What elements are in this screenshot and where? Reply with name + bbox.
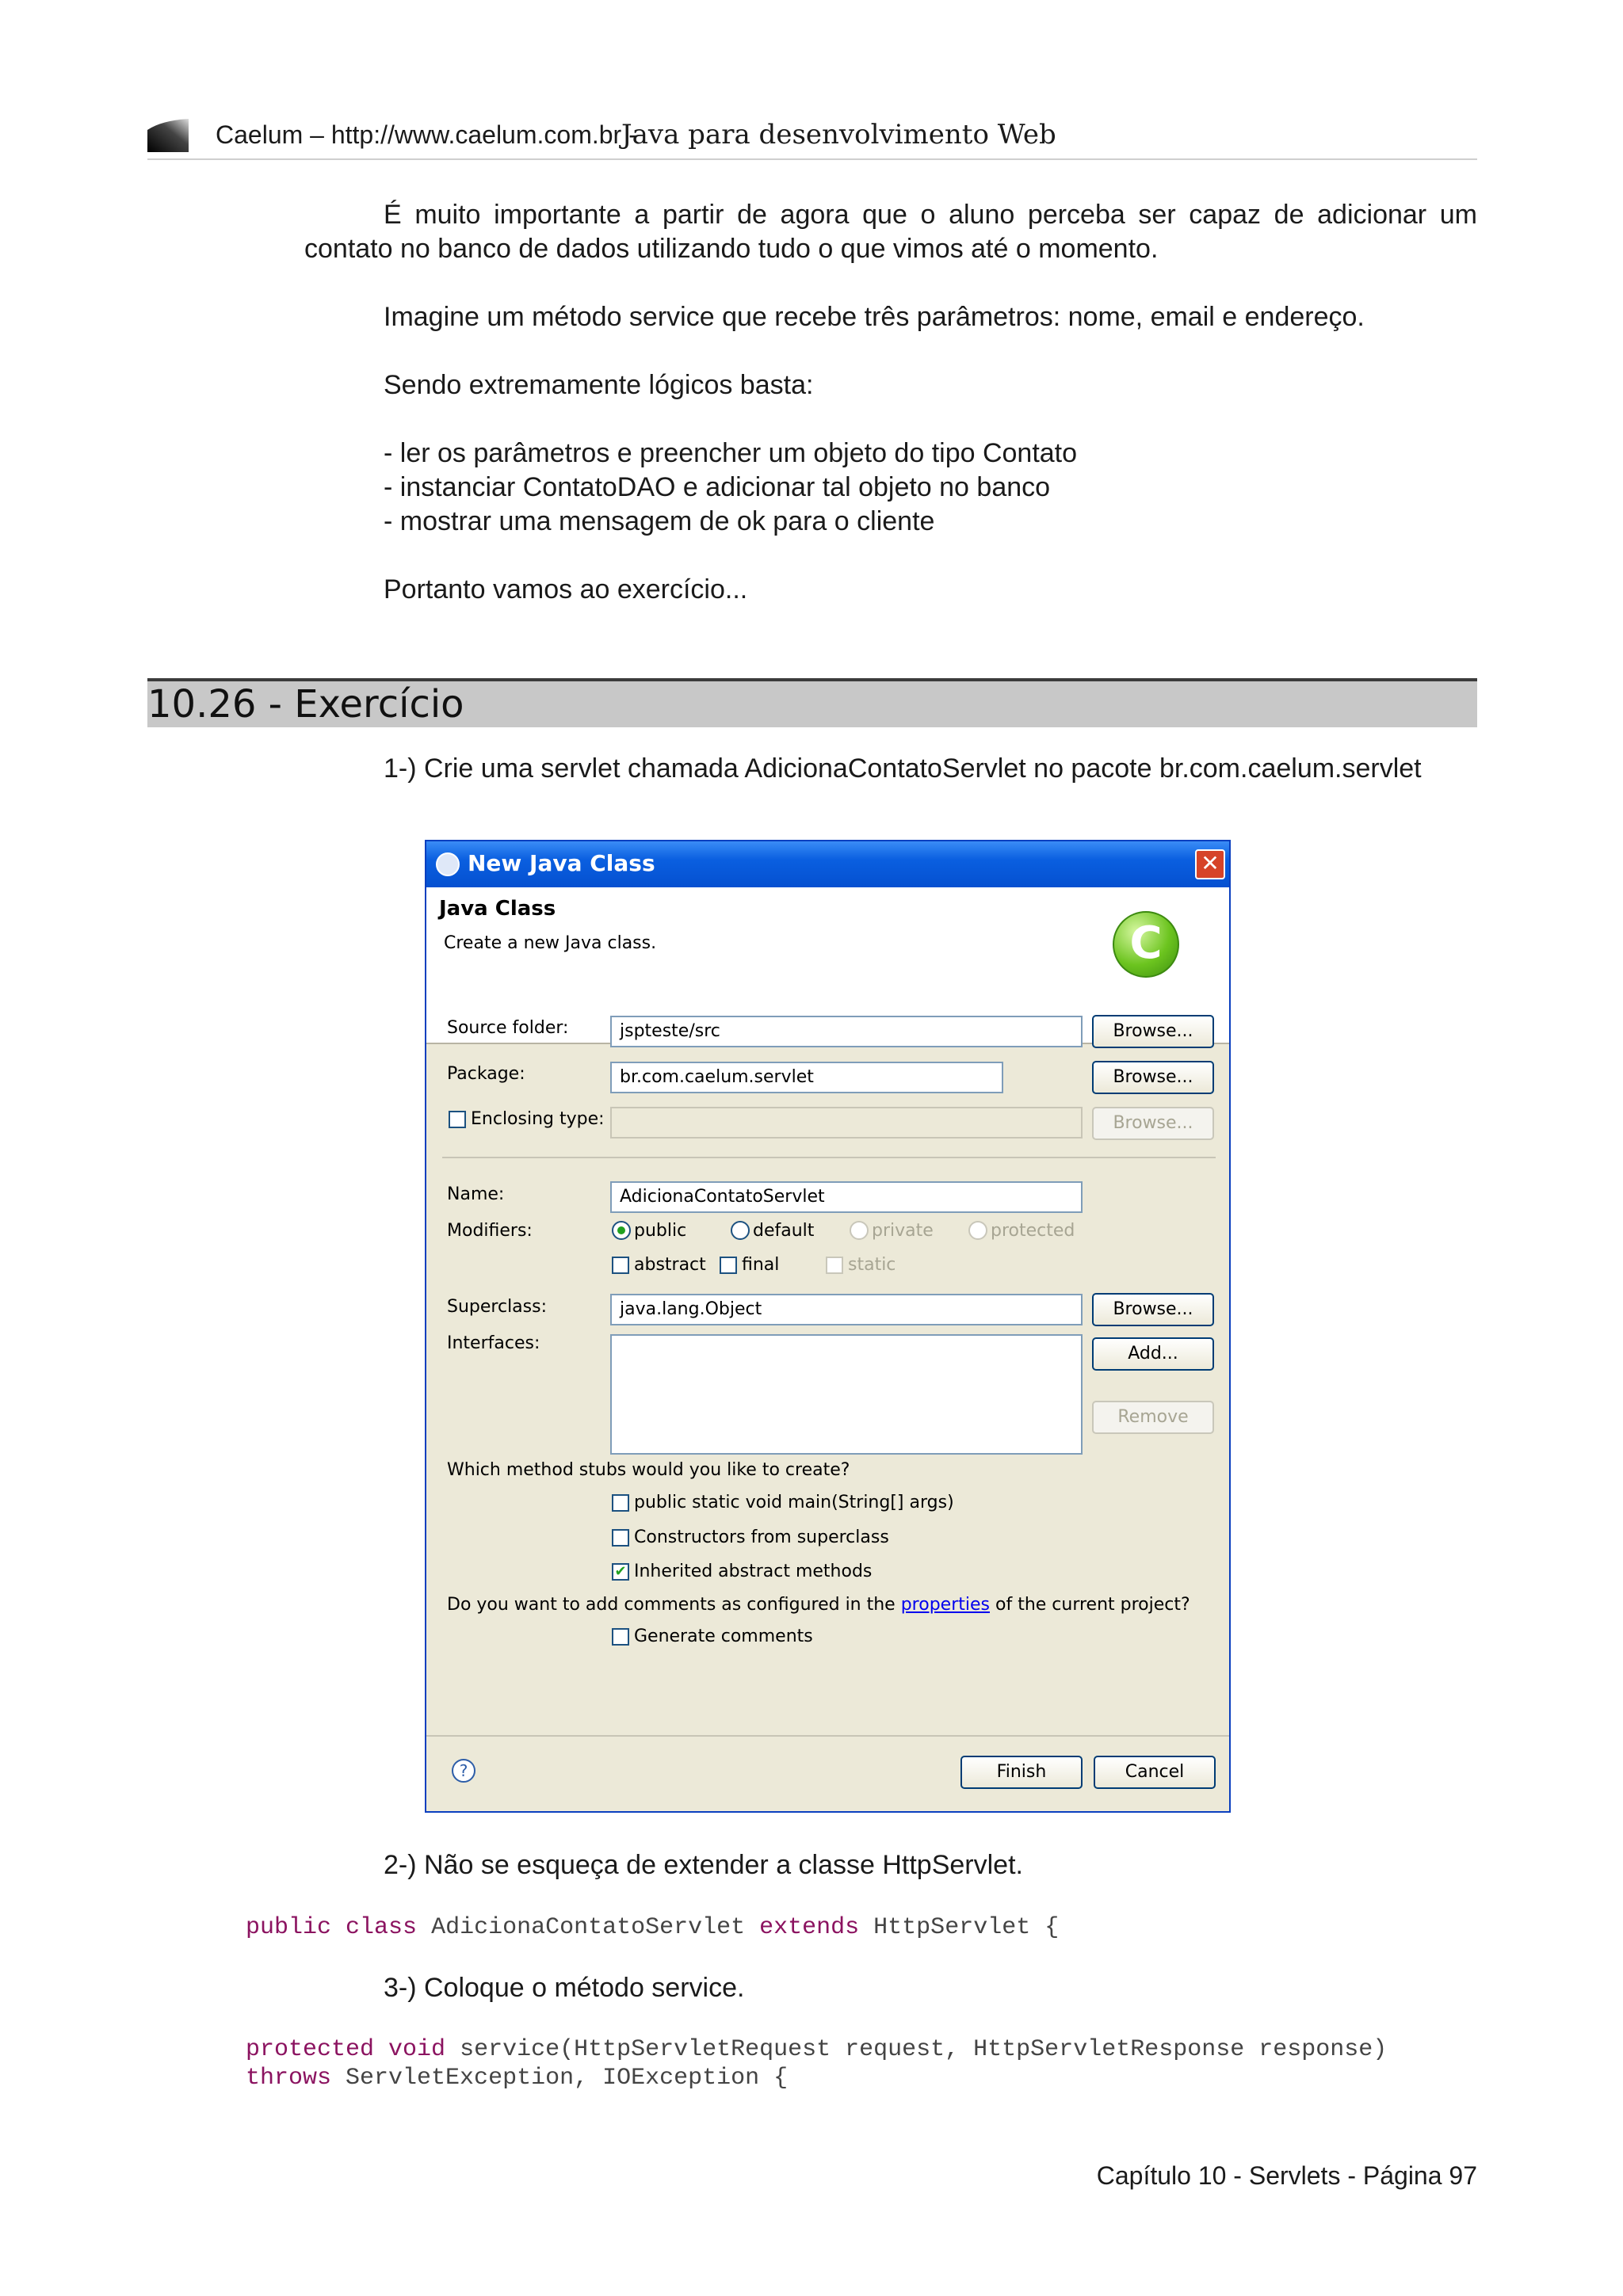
modifier-static-label: static xyxy=(848,1255,896,1275)
separator xyxy=(442,1157,1216,1158)
interfaces-list[interactable] xyxy=(610,1334,1083,1455)
banner-description: Create a new Java class. xyxy=(444,933,657,953)
code-keyword: void xyxy=(388,2036,446,2063)
code-line-1 xyxy=(246,1913,1059,1942)
code-text: AdicionaContatoServlet xyxy=(417,1914,760,1941)
modifiers-label: Modifiers: xyxy=(447,1221,533,1241)
banner-title: Java Class xyxy=(439,897,556,921)
superclass-label: Superclass: xyxy=(447,1297,547,1317)
stub-inherited-label: Inherited abstract methods xyxy=(634,1562,873,1581)
add-interface-button[interactable]: Add... xyxy=(1092,1337,1214,1371)
modifier-private-label: private xyxy=(872,1221,934,1241)
method-stubs-question: Which method stubs would you like to create? xyxy=(447,1460,850,1480)
java-class-icon: C xyxy=(1113,911,1179,978)
header-site: Caelum – http://www.caelum.com.br - xyxy=(216,120,637,149)
step-2: 2-) Não se esqueça de extender a classe HttpServlet. xyxy=(384,1850,1023,1880)
stub-inherited-checkbox[interactable] xyxy=(612,1563,629,1581)
comments-question xyxy=(447,1594,1190,1616)
superclass-browse-button[interactable]: Browse... xyxy=(1092,1293,1214,1326)
dialog-bottom-separator xyxy=(426,1735,1229,1737)
new-java-class-dialog xyxy=(425,840,1231,1813)
remove-interface-button: Remove xyxy=(1092,1401,1214,1434)
code-keyword: extends xyxy=(759,1914,860,1941)
modifier-protected-label: protected xyxy=(991,1221,1075,1241)
intro-paragraph-4: Portanto vamos ao exercício... xyxy=(384,574,748,605)
class-name-input[interactable]: AdicionaContatoServlet xyxy=(610,1181,1083,1213)
enclosing-type-browse-button: Browse... xyxy=(1092,1107,1214,1140)
finish-button[interactable]: Finish xyxy=(960,1756,1083,1789)
enclosing-type-label: Enclosing type: xyxy=(471,1109,605,1129)
enclosing-type-input xyxy=(610,1107,1083,1138)
name-label: Name: xyxy=(447,1184,505,1204)
package-label: Package: xyxy=(447,1064,525,1084)
modifier-private-radio xyxy=(850,1221,869,1240)
intro-paragraph-line2: contato no banco de dados utilizando tudo o que vimos até o momento. xyxy=(304,234,1159,264)
modifier-public-label: public xyxy=(634,1221,687,1241)
dialog-title: New Java Class xyxy=(468,850,655,876)
enclosing-type-checkbox[interactable] xyxy=(449,1111,466,1128)
intro-paragraph-2: Imagine um método service que recebe três parâmetros: nome, email e endereço. xyxy=(384,302,1365,332)
source-folder-label: Source folder: xyxy=(447,1018,569,1038)
modifier-protected-radio xyxy=(968,1221,987,1240)
package-browse-button[interactable]: Browse... xyxy=(1092,1061,1214,1094)
generate-comments-checkbox[interactable] xyxy=(612,1628,629,1646)
header-course-title: Java para desenvolvimento Web xyxy=(621,119,1056,151)
stub-main-label: public static void main(String[] args) xyxy=(634,1493,954,1512)
intro-paragraph-line1: É muito importante a partir de agora que o aluno perceba ser capaz de adicionar um xyxy=(384,200,1477,230)
code-line-2 xyxy=(246,2035,1387,2064)
intro-paragraph-3: Sendo extremamente lógicos basta: xyxy=(384,370,814,400)
list-item: - instanciar ContatoDAO e adicionar tal objeto no banco xyxy=(384,472,1051,502)
modifier-abstract-label: abstract xyxy=(634,1255,706,1275)
eclipse-icon xyxy=(436,852,460,876)
package-input[interactable]: br.com.caelum.servlet xyxy=(610,1062,1003,1093)
generate-comments-label: Generate comments xyxy=(634,1627,813,1646)
cancel-button[interactable]: Cancel xyxy=(1094,1756,1216,1789)
code-text: ServletException, IOException { xyxy=(331,2065,789,2092)
page-footer: Capítulo 10 - Servlets - Página 97 xyxy=(1096,2161,1477,2190)
list-item: - mostrar uma mensagem de ok para o cliente xyxy=(384,506,935,536)
superclass-input[interactable]: java.lang.Object xyxy=(610,1294,1083,1325)
list-item: - ler os parâmetros e preencher um objeto do tipo Contato xyxy=(384,438,1078,468)
modifier-default-radio[interactable] xyxy=(731,1221,750,1240)
modifier-public-radio[interactable] xyxy=(612,1221,631,1240)
code-keyword: protected xyxy=(246,2036,375,2063)
properties-link[interactable]: properties xyxy=(900,1595,990,1615)
stub-constructors-checkbox[interactable] xyxy=(612,1529,629,1547)
code-text: HttpServlet { xyxy=(859,1914,1060,1941)
modifier-final-checkbox[interactable] xyxy=(720,1257,737,1274)
stub-constructors-label: Constructors from superclass xyxy=(634,1527,889,1547)
caelum-logo-icon xyxy=(147,119,189,152)
interfaces-label: Interfaces: xyxy=(447,1333,540,1353)
modifier-final-label: final xyxy=(742,1255,780,1275)
code-line-3 xyxy=(246,2064,788,2092)
comments-question-pre: Do you want to add comments as configured in the xyxy=(447,1595,901,1615)
step-1: 1-) Crie uma servlet chamada AdicionaContatoServlet no pacote br.com.caelum.servlet xyxy=(384,753,1422,784)
help-icon[interactable]: ? xyxy=(452,1759,475,1783)
comments-question-post: of the current project? xyxy=(990,1595,1190,1615)
source-folder-browse-button[interactable]: Browse... xyxy=(1092,1015,1214,1048)
code-text: service(HttpServletRequest request, HttpServletResponse response) xyxy=(445,2036,1388,2063)
header-rule xyxy=(147,158,1477,160)
modifier-static-checkbox xyxy=(826,1257,843,1274)
source-folder-input[interactable]: jspteste/src xyxy=(610,1016,1083,1047)
step-3: 3-) Coloque o método service. xyxy=(384,1973,745,2003)
code-keyword: public xyxy=(246,1914,332,1941)
section-title: 10.26 - Exercício xyxy=(147,682,464,727)
modifier-abstract-checkbox[interactable] xyxy=(612,1257,629,1274)
stub-main-checkbox[interactable] xyxy=(612,1494,629,1512)
code-keyword: class xyxy=(346,1914,418,1941)
modifier-default-label: default xyxy=(753,1221,815,1241)
close-button[interactable]: ✕ xyxy=(1195,849,1225,879)
code-keyword: throws xyxy=(246,2065,332,2092)
